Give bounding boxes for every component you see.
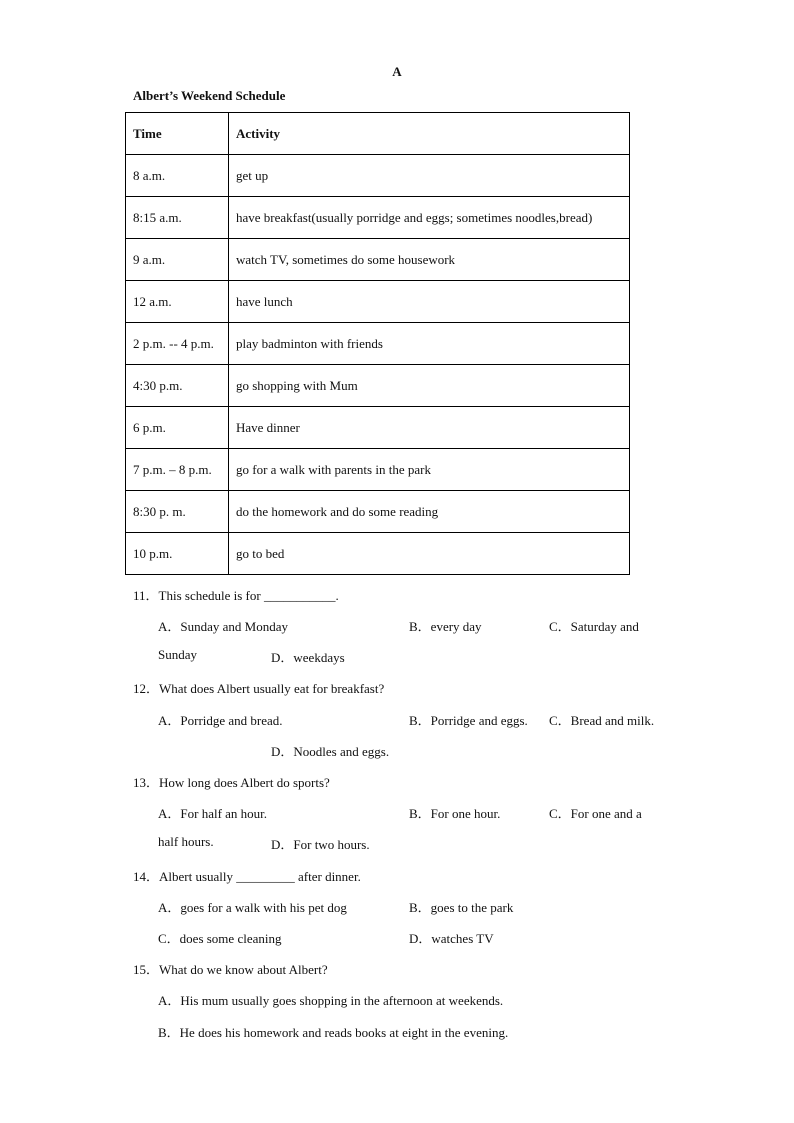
section-letter: A xyxy=(392,64,402,79)
activity-cell: play badminton with friends xyxy=(229,323,630,365)
q14-option-c[interactable]: C．does some cleaning xyxy=(158,931,282,946)
activity-cell: do the homework and do some reading xyxy=(229,491,630,533)
q15-option-b[interactable]: B．He does his homework and reads books at eight in the evening. xyxy=(158,1025,509,1040)
activity-cell: get up xyxy=(229,155,630,197)
question-14-stem: 14．Albert usually _________ after dinner. xyxy=(133,869,361,884)
q12-option-b[interactable]: B．Porridge and eggs. xyxy=(409,713,528,728)
header-time: Time xyxy=(126,113,229,155)
time-cell: 8:15 a.m. xyxy=(126,197,229,239)
activity-cell: have lunch xyxy=(229,281,630,323)
q11-option-b[interactable]: B．every day xyxy=(409,619,482,634)
q14-option-a[interactable]: A．goes for a walk with his pet dog xyxy=(158,900,347,915)
question-12-stem: 12．What does Albert usually eat for breakfast? xyxy=(133,681,385,696)
activity-cell: have breakfast(usually porridge and eggs; sometimes noodles,bread) xyxy=(229,197,630,239)
time-cell: 12 a.m. xyxy=(126,281,229,323)
table-row xyxy=(126,407,630,449)
time-cell: 8 a.m. xyxy=(126,155,229,197)
table-row xyxy=(126,155,630,197)
table-row xyxy=(126,533,630,575)
q11-option-a[interactable]: A．Sunday and Monday xyxy=(158,619,288,634)
activity-cell: go for a walk with parents in the park xyxy=(229,449,630,491)
table-row xyxy=(126,281,630,323)
q13-option-a[interactable]: A．For half an hour. xyxy=(158,806,268,821)
time-cell: 9 a.m. xyxy=(126,239,229,281)
table-row xyxy=(126,197,630,239)
activity-cell: Have dinner xyxy=(229,407,630,449)
table-row xyxy=(126,491,630,533)
table-row xyxy=(126,323,630,365)
table-title: Albert’s Weekend Schedule xyxy=(133,88,286,103)
q13-option-d[interactable]: D．For two hours. xyxy=(271,837,370,852)
time-cell: 7 p.m. – 8 p.m. xyxy=(126,449,229,491)
q12-option-c[interactable]: C．Bread and milk. xyxy=(549,713,655,728)
activity-cell: watch TV, sometimes do some housework xyxy=(229,239,630,281)
question-11-stem: 11．This schedule is for ___________. xyxy=(133,588,339,603)
q11-option-c[interactable]: C．Saturday and xyxy=(549,619,639,634)
time-cell: 8:30 p. m. xyxy=(126,491,229,533)
time-cell: 10 p.m. xyxy=(126,533,229,575)
q13-option-b[interactable]: B．For one hour. xyxy=(409,806,501,821)
table-header-row xyxy=(126,113,630,155)
header-activity: Activity xyxy=(229,113,630,155)
q11-option-d[interactable]: D．weekdays xyxy=(271,650,345,665)
schedule-table xyxy=(125,112,630,575)
q12-option-d[interactable]: D．Noodles and eggs. xyxy=(271,744,390,759)
table-row xyxy=(126,449,630,491)
q11-option-c-continued: Sunday xyxy=(158,647,197,662)
q14-option-b[interactable]: B．goes to the park xyxy=(409,900,514,915)
activity-cell: go shopping with Mum xyxy=(229,365,630,407)
q13-option-c-continued: half hours. xyxy=(158,834,214,849)
question-13-stem: 13．How long does Albert do sports? xyxy=(133,775,330,790)
table-row xyxy=(126,365,630,407)
activity-cell: go to bed xyxy=(229,533,630,575)
q14-option-d[interactable]: D．watches TV xyxy=(409,931,494,946)
time-cell: 2 p.m. -- 4 p.m. xyxy=(126,323,229,365)
q13-option-c[interactable]: C．For one and a xyxy=(549,806,642,821)
time-cell: 4:30 p.m. xyxy=(126,365,229,407)
q12-option-a[interactable]: A．Porridge and bread. xyxy=(158,713,283,728)
question-15-stem: 15．What do we know about Albert? xyxy=(133,962,328,977)
time-cell: 6 p.m. xyxy=(126,407,229,449)
table-row xyxy=(126,239,630,281)
q15-option-a[interactable]: A．His mum usually goes shopping in the afternoon at weekends. xyxy=(158,993,504,1008)
